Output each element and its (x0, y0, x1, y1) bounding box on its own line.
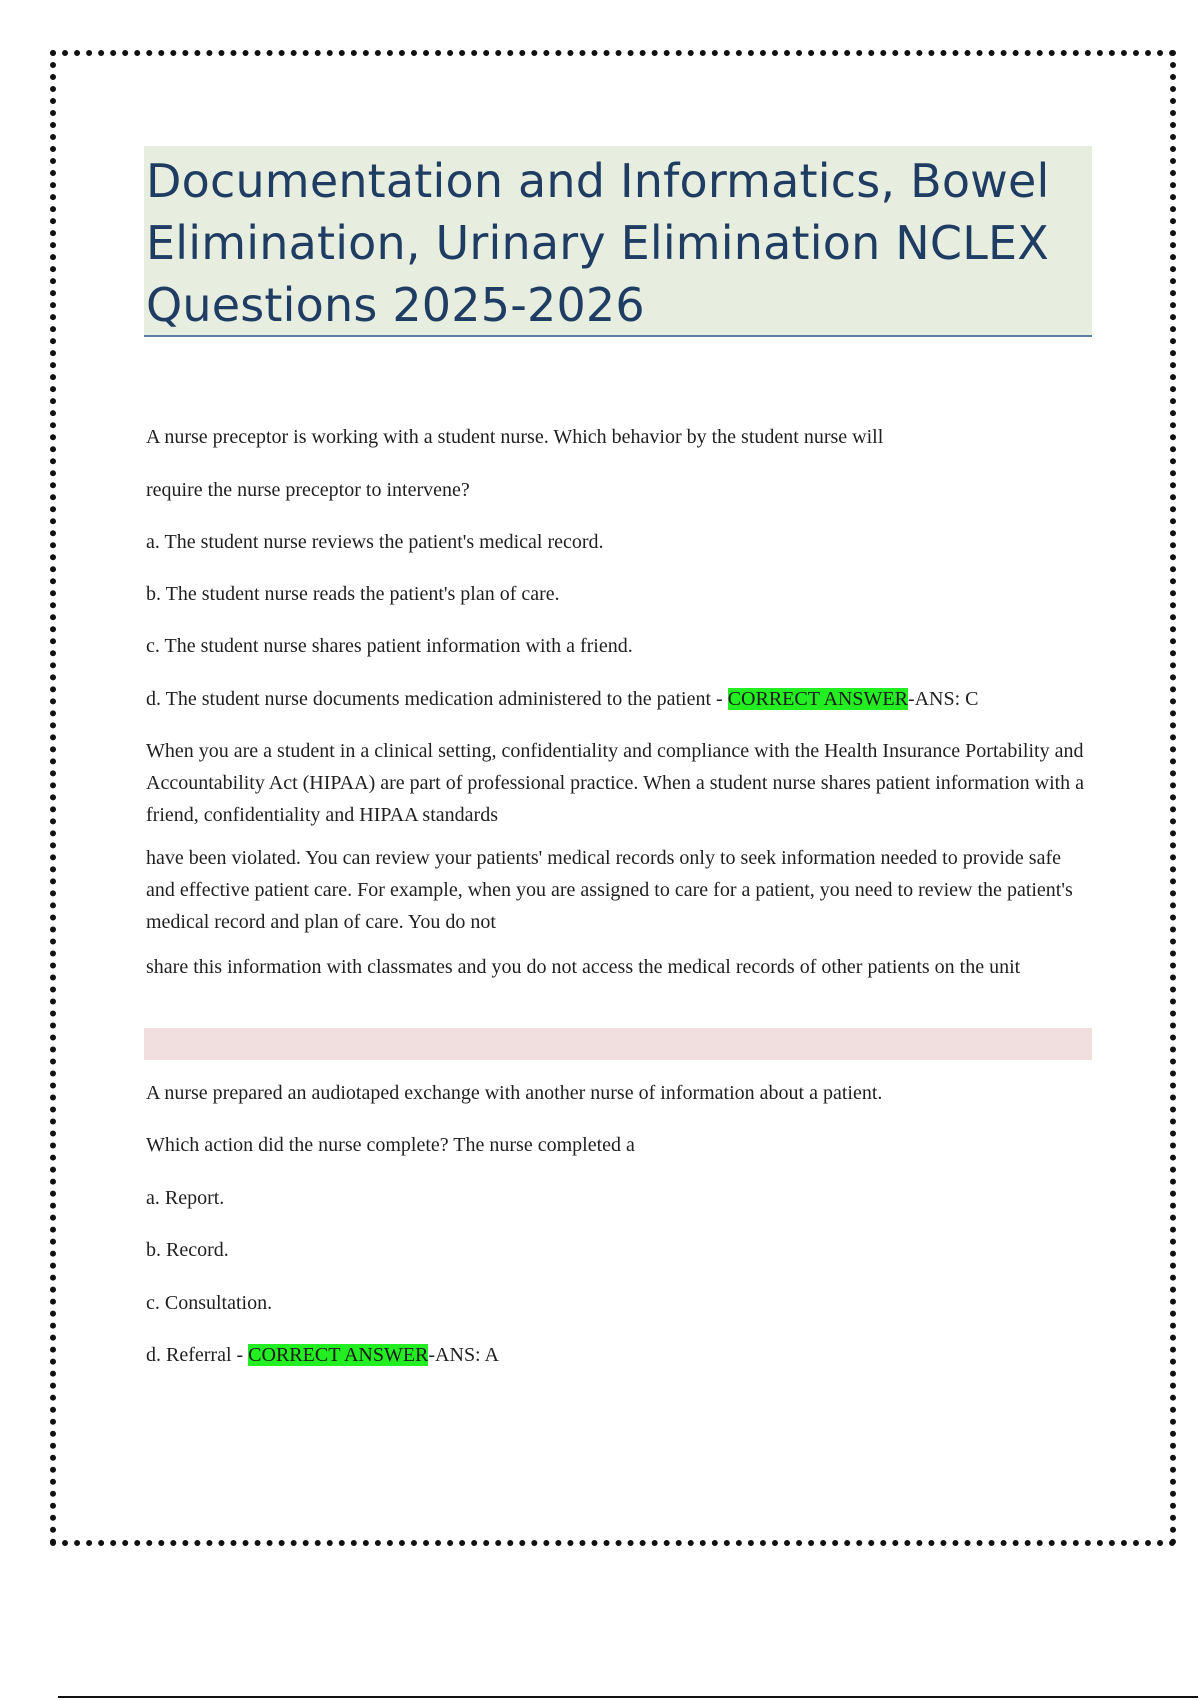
question-1-option-a: a. The student nurse reviews the patient's medical record. (146, 531, 604, 553)
question-2-option-b: b. Record. (146, 1239, 229, 1261)
question-1-option-c: c. The student nurse shares patient information with a friend. (146, 635, 633, 657)
question-1-stem-line-2: require the nurse preceptor to intervene? (146, 479, 470, 501)
question-2-option-c: c. Consultation. (146, 1292, 273, 1314)
question-separator (144, 1028, 1092, 1060)
question-1-option-b: b. The student nurse reads the patient's plan of care. (146, 583, 560, 605)
question-1-answer: -ANS: C (907, 688, 979, 710)
question-2-option-d (146, 1342, 499, 1368)
question-2-stem-line-1: A nurse prepared an audiotaped exchange with another nurse of information about a patient. (146, 1082, 883, 1104)
bottom-rule (58, 1696, 1198, 1698)
correct-answer-highlight: CORRECT ANSWER (248, 1344, 429, 1366)
question-1-rationale-3: share this information with classmates and you do not access the medical records of other patients on the unit (146, 956, 1021, 978)
question-1-stem-line-1: A nurse preceptor is working with a student nurse. Which behavior by the student nurse will (146, 426, 884, 448)
question-1-option-d-text: d. The student nurse documents medication administered to the patient - (146, 688, 728, 710)
question-2-option-a: a. Report. (146, 1187, 225, 1209)
question-2-option-d-text: d. Referral - (146, 1344, 249, 1366)
document-title: Documentation and Informatics, Bowel Elimination, Urinary Elimination NCLEX Questions 2025-2026 (146, 154, 1050, 332)
question-2-answer: -ANS: A (428, 1344, 499, 1366)
question-2-stem-line-2: Which action did the nurse complete? The nurse completed a (146, 1134, 635, 1156)
title-block (144, 146, 1092, 337)
question-1-rationale-2: have been violated. You can review your patients' medical records only to seek information needed to provide safe and effective patient care. For example, when you are assigned to care for a patient, you need to review the patient's medical record and plan of care. You do not (146, 847, 1073, 933)
correct-answer-highlight: CORRECT ANSWER (727, 688, 908, 710)
question-1-option-d (146, 686, 979, 712)
question-1-rationale-1: When you are a student in a clinical setting, confidentiality and compliance with the Health Insurance Portability and Accountability Act (HIPAA) are part of professional practice. When a student nurse shares patient information with a friend, confidentiality and HIPAA standards (146, 740, 1085, 826)
